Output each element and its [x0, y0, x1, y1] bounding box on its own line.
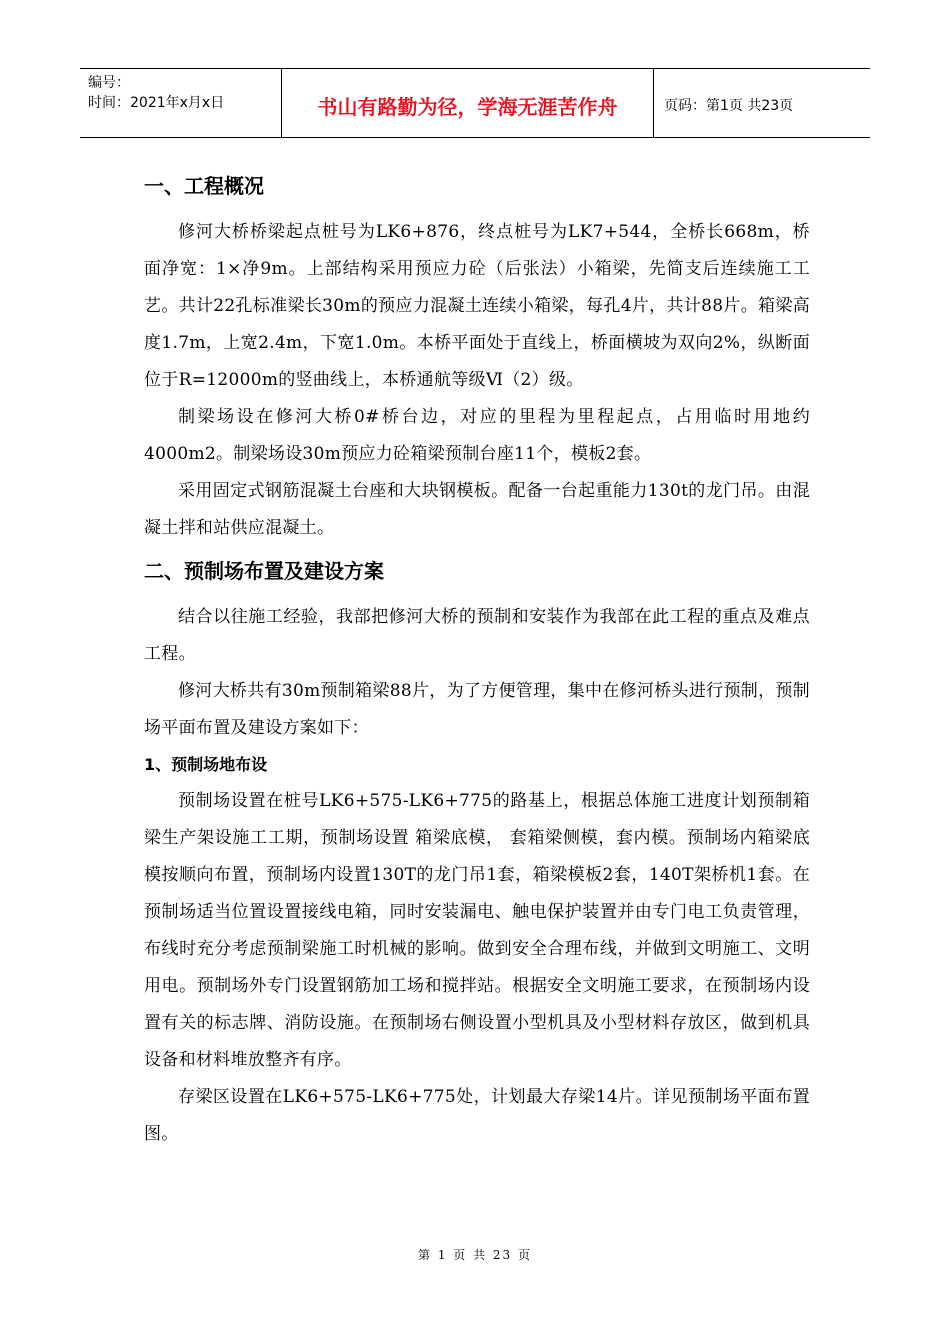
page-footer — [0, 1246, 950, 1263]
document-body — [144, 168, 810, 1153]
section-2-paragraph-2: 修河大桥共有30m预制箱梁88片，为了方便管理，集中在修河桥头进行预制，预制场平面布置及建设方案如下： — [144, 681, 810, 738]
section-1-paragraph-1: 修河大桥桥梁起点桩号为LK6+876，终点桩号为LK7+544，全桥长668m，桥面净宽：1×净9m。上部结构采用预应力砼（后张法）小箱梁，先简支后连续施工工艺。共计22孔标准梁长30m的预应力混凝土连续小箱梁，每孔4片，共计88片。箱梁高度1.7m，上宽2.4m，下宽1.0m。本桥平面处于直线上，桥面横坡为双向2%，纵断面位于R=12000m的竖曲线上，本桥通航等级Ⅵ（2）级。 — [144, 222, 810, 390]
section-2-paragraph-1: 结合以往施工经验，我部把修河大桥的预制和安装作为我部在此工程的重点及难点工程。 — [144, 607, 810, 664]
section-1-paragraph-2: 制梁场设在修河大桥0#桥台边，对应的里程为里程起点，占用临时用地约4000m2。制梁场设30m预应力砼箱梁预制台座11个，模板2套。 — [144, 407, 810, 464]
section-2-paragraph-4: 存梁区设置在LK6+575-LK6+775处，计划最大存梁14片。详见预制场平面布置图。 — [144, 1087, 810, 1144]
document-number-label: 编号： — [88, 75, 130, 91]
section-2-paragraph-3: 预制场设置在桩号LK6+575-LK6+775的路基上，根据总体施工进度计划预制箱梁生产架设施工工期，预制场设置 箱梁底模， 套箱梁侧模，套内模。预制场内箱梁底模按顺向布置，预制场内设置130T的龙门吊1套，箱梁模板2套，140T架桥机1套。在预制场适当位置设置接线电箱，同时安装漏电、触电保护装置并由专门电工负责管理，布线时充分考虑预制梁施工时机械的影响。做到安全合理布线，并做到文明施工、文明用电。预制场外专门设置钢筋加工场和搅拌站。根据安全文明施工要求，在预制场内设置有关的标志牌、消防设施。在预制场右侧设置小型机具及小型材料存放区，做到机具设备和材料堆放整齐有序。 — [144, 791, 810, 1070]
header-page-cell — [654, 69, 870, 137]
header-motto: 书山有路勤为径，学海无涯苦作舟 — [317, 94, 618, 119]
header-left-cell — [80, 69, 282, 137]
header-motto-cell — [282, 69, 654, 137]
section-1-paragraph-3: 采用固定式钢筋混凝土台座和大块钢模板。配备一台起重能力130t的龙门吊。由混凝土拌和站供应混凝土。 — [144, 481, 810, 538]
header-page-info: 页码：第1页 共23页 — [664, 98, 794, 114]
footer-page-number: 第 1 页 共 23 页 — [418, 1248, 532, 1262]
section-2-title: 二、预制场布置及建设方案 — [144, 559, 384, 583]
section-1-title: 一、工程概况 — [144, 174, 264, 198]
section-2-subtitle-1: 1、预制场地布设 — [144, 755, 268, 774]
document-time-label: 时间：2021年x月x日 — [88, 95, 225, 111]
page-header-table — [80, 68, 870, 138]
